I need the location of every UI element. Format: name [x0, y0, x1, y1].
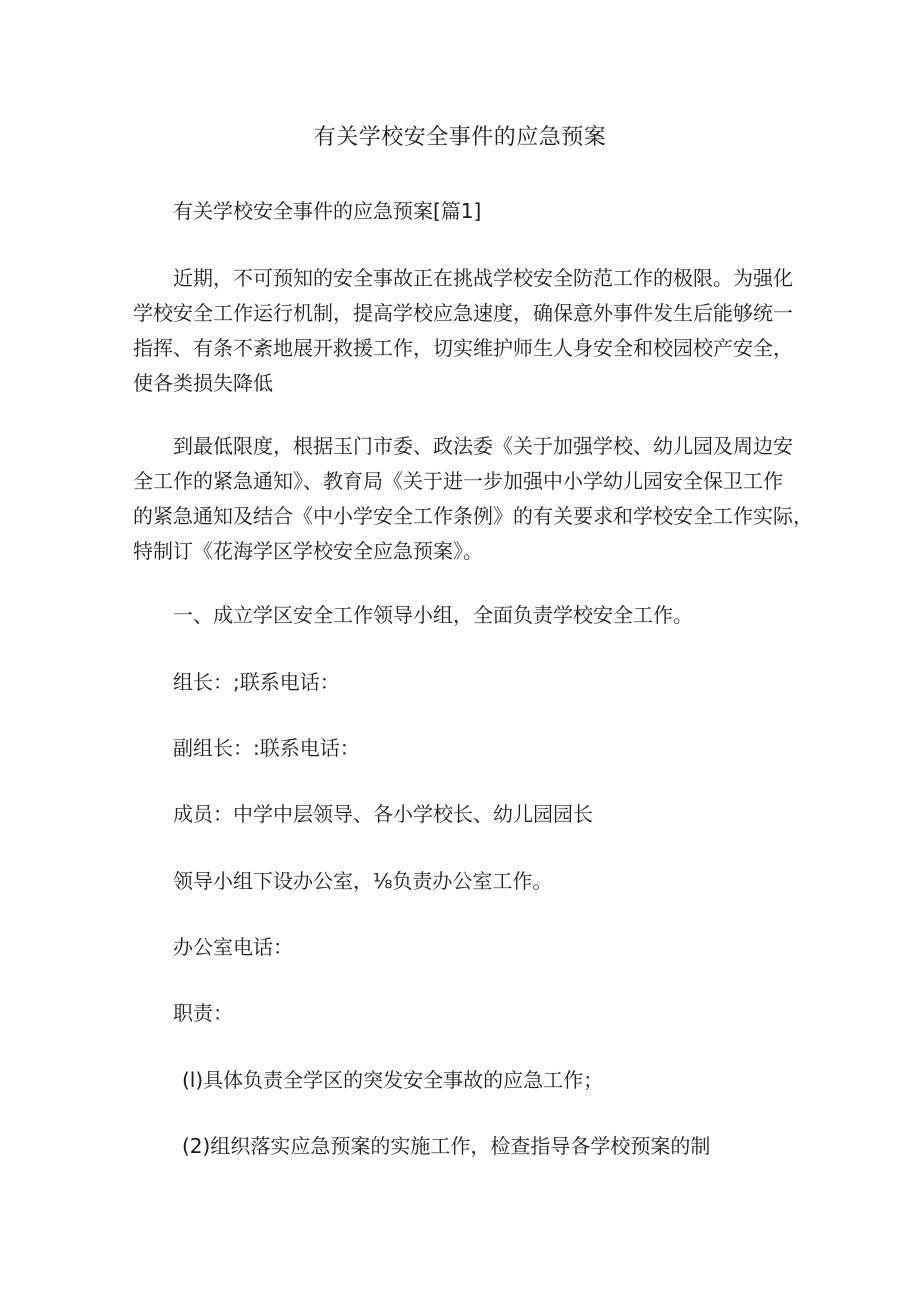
paragraph-line: 特制订《花海学区学校安全应急预案》。: [133, 539, 483, 563]
duty-item: (l)具体负责全学区的突发安全事故的应急工作；: [182, 1068, 604, 1092]
paragraph-intro: [133, 261, 793, 401]
paragraph-line: 使各类损失降低: [133, 371, 273, 395]
office-phone-line: 办公室电话：: [173, 935, 293, 959]
duties-heading: 职责：: [173, 1001, 233, 1025]
document-title: 有关学校安全事件的应急预案: [313, 125, 607, 150]
office-line: 领导小组下设办公室，⅛负责办公室工作。: [173, 869, 553, 893]
paragraph-line: 到最低限度，根据玉门市委、政法委《关于加强学校、幼儿园及周边安: [173, 434, 793, 458]
paragraph-line: 指挥、有条不紊地展开救援工作，切实维护师生人身安全和校园校产安全，: [133, 336, 793, 360]
section-subtitle: 有关学校安全事件的应急预案[篇1]: [173, 199, 482, 223]
paragraph-line: 学校安全工作运行机制，提高学校应急速度，确保意外事件发生后能够统一: [133, 301, 793, 325]
vice-leader-line: 副组长：:联系电话：: [173, 736, 360, 760]
paragraph-line: 的紧急通知及结合《中小学安全工作条例》的有关要求和学校安全工作实际，: [133, 504, 813, 528]
duty-item: (2)组织落实应急预案的实施工作，检查指导各学校预案的制: [182, 1134, 711, 1158]
paragraph-line: 近期，不可预知的安全事故正在挑战学校安全防范工作的极限。为强化: [173, 266, 793, 290]
section-heading: 一、成立学区安全工作领导小组，全面负责学校安全工作。: [173, 603, 693, 627]
paragraph-basis: [133, 429, 813, 569]
leader-line: 组长：;联系电话：: [173, 670, 340, 694]
paragraph-line: 全工作的紧急通知》、教育局《关于进一步加强中小学幼儿园安全保卫工作: [133, 469, 783, 493]
members-line: 成员：中学中层领导、各小学校长、幼儿园园长: [173, 802, 593, 826]
